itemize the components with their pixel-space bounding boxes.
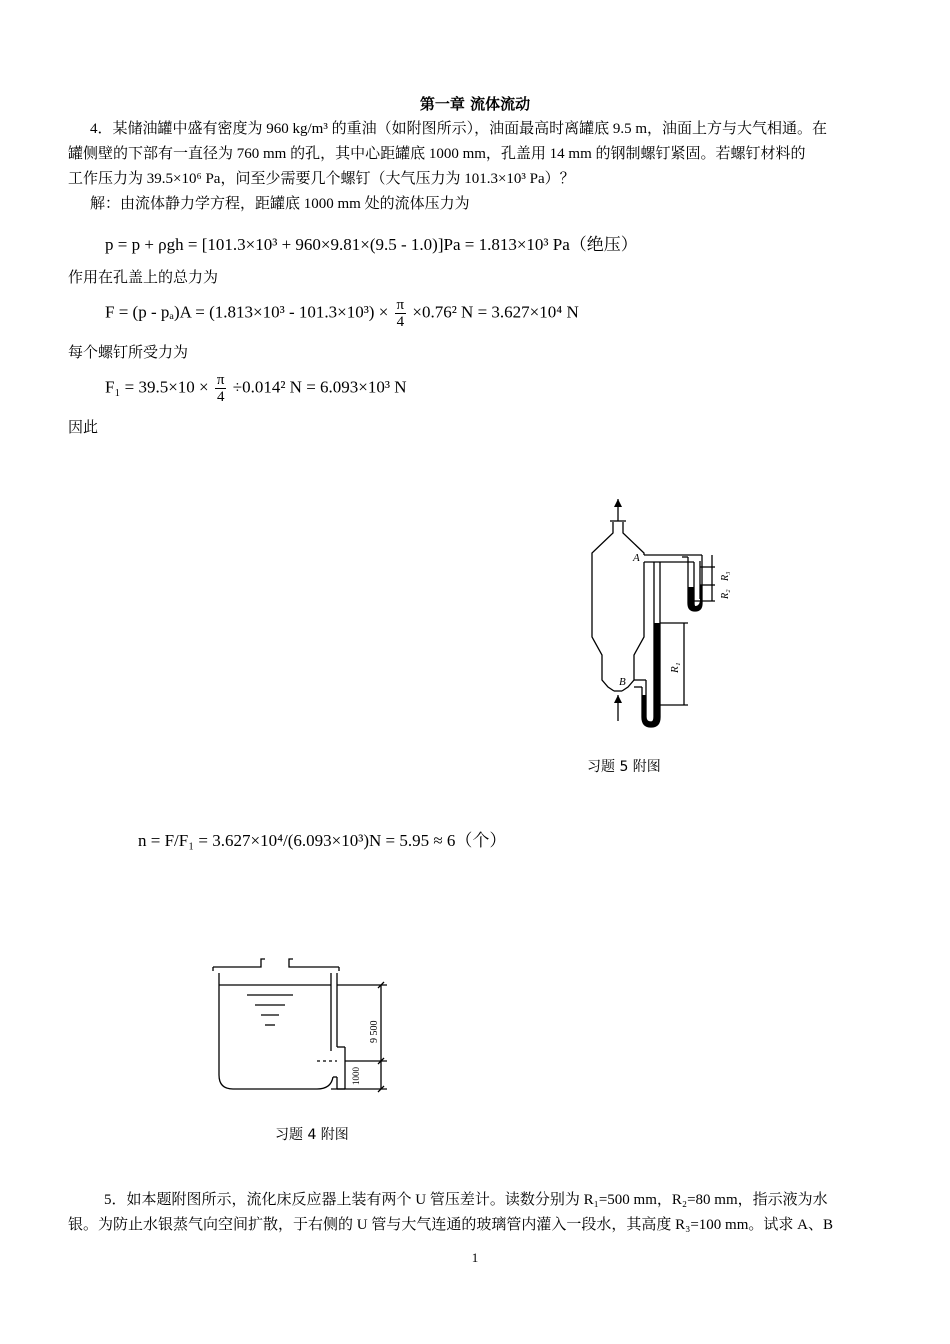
label-R1: R₁ xyxy=(669,662,681,673)
fraction-pi-over-4 xyxy=(395,297,407,330)
text-therefore: 因此 xyxy=(68,420,99,436)
problem-4-statement xyxy=(68,117,883,217)
dimension-9500: 9 500 xyxy=(369,1020,380,1043)
problem-4-line-2: 罐侧壁的下部有一直径为 760 mm 的孔，其中心距罐底 1000 mm，孔盖用 14 mm 的钢制螺钉紧固。若螺钉材料的 xyxy=(68,146,806,162)
dimension-1000: 1000 xyxy=(351,1067,361,1085)
solution-intro: 解：由流体静力学方程，距罐底 1000 mm 处的流体压力为 xyxy=(90,196,470,212)
fraction-numerator: π xyxy=(396,297,405,313)
problem-5-line-2: 银。为防止水银蒸气向空间扩散，于右侧的 U 管与大气连通的玻璃管内灌入一段水，其高度 R₃=100 mm。试求 A、B xyxy=(68,1217,833,1233)
label-R3: R₃ xyxy=(720,571,731,581)
fraction-denominator: 4 xyxy=(216,389,225,405)
equation-total-force-right: ×0.76² N = 3.627×10⁴ N xyxy=(412,302,579,322)
figure-5-caption: 习题 5 附图 xyxy=(587,759,661,775)
text-total-force: 作用在孔盖上的总力为 xyxy=(68,270,219,286)
fraction-pi-over-4 xyxy=(215,372,227,405)
equation-bolt-force-right: ÷0.014² N = 6.093×10³ N xyxy=(232,377,407,397)
problem-5-statement xyxy=(68,1188,883,1238)
chapter-title: 第一章 流体流动 xyxy=(419,95,531,113)
figure-problem-5 xyxy=(570,495,750,745)
fraction-numerator: π xyxy=(216,372,225,388)
problem-4-line-1: 4．某储油罐中盛有密度为 960 kg/m³ 的重油（如附图所示），油面最高时离罐底 9.5 m，油面上方与大气相通。在 xyxy=(90,121,828,137)
equation-bolt-force xyxy=(105,372,407,405)
equation-total-force xyxy=(105,297,579,330)
label-B: B xyxy=(619,676,626,688)
fraction-denominator: 4 xyxy=(396,314,405,330)
equation-bolt-force-left: F₁ = 39.5×10 × xyxy=(105,377,209,397)
equation-total-force-left: F = (p - pₐ)A = (1.813×10³ - 101.3×10³) × xyxy=(105,302,389,322)
equation-pressure: p = p + ρgh = [101.3×10³ + 960×9.81×(9.5 - 1.0)]Pa = 1.813×10³ Pa（绝压） xyxy=(105,235,638,254)
figure-problem-4 xyxy=(205,955,395,1095)
figure-4-caption: 习题 4 附图 xyxy=(275,1127,349,1143)
label-A: A xyxy=(633,552,640,564)
problem-5-line-1: 5．如本题附图所示，流化床反应器上装有两个 U 管压差计。读数分别为 R₁=500 mm，R₂=80 mm，指示液为水 xyxy=(104,1192,828,1208)
problem-4-line-3: 工作压力为 39.5×10⁶ Pa，问至少需要几个螺钉（大气压力为 101.3×10³ Pa）？ xyxy=(68,171,575,187)
text-each-bolt: 每个螺钉所受力为 xyxy=(68,345,189,361)
page-number: 1 xyxy=(471,1250,479,1265)
label-R2: R₂ xyxy=(720,589,731,599)
equation-bolt-count: n = F/F₁ = 3.627×10⁴/(6.093×10³)N = 5.95 ≈ 6（个） xyxy=(138,831,507,850)
